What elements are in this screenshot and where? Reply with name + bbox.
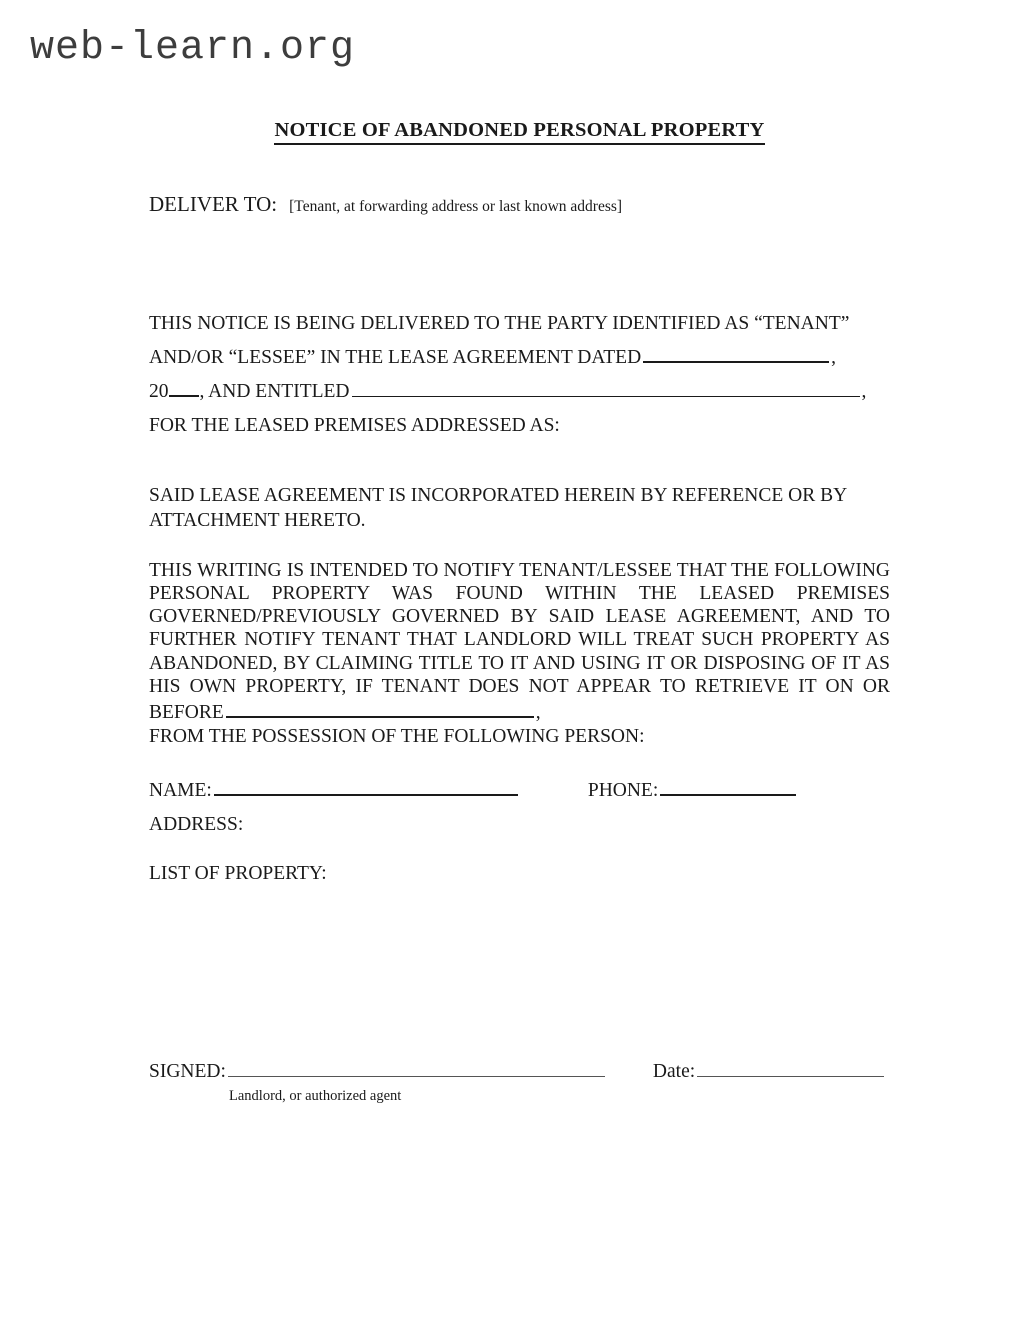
notice-line-3	[149, 375, 890, 409]
signed-label: SIGNED:	[149, 1061, 226, 1083]
contact-block	[149, 774, 890, 842]
address-label: ADDRESS:	[149, 813, 244, 835]
signature-caption: Landlord, or authorized agent	[229, 1087, 402, 1104]
notice-line-3-mid: , AND ENTITLED	[199, 380, 350, 402]
writing-paragraph-after-blank: ,	[535, 702, 541, 724]
notice-line-2-prefix: AND/OR “LESSEE” IN THE LEASE AGREEMENT DATED	[149, 346, 642, 368]
deliver-to-label: DELIVER TO:	[149, 191, 278, 216]
notice-line-1: THIS NOTICE IS BEING DELIVERED TO THE PARTY IDENTIFIED AS “TENANT”	[149, 312, 850, 334]
name-label: NAME:	[149, 779, 212, 801]
signature-blank[interactable]	[228, 1058, 605, 1077]
site-watermark: web-learn.org	[30, 26, 356, 71]
notice-line-2-suffix: ,	[831, 346, 837, 368]
page-title	[149, 0, 890, 141]
name-phone-row	[149, 774, 890, 808]
document-body	[149, 0, 890, 1103]
lease-date-blank[interactable]	[643, 343, 829, 363]
notice-line-4: FOR THE LEASED PREMISES ADDRESSED AS:	[149, 414, 560, 436]
notice-line-2	[149, 341, 890, 375]
name-field-blank[interactable]	[214, 776, 518, 796]
page-title-text: NOTICE OF ABANDONED PERSONAL PROPERTY	[274, 119, 764, 145]
writing-paragraph-body: THIS WRITING IS INTENDED TO NOTIFY TENANT/LESSEE THAT THE FOLLOWING PERSONAL PROPERTY WAS FOUND WITHIN THE LEASED PREMISES GOVERNED/PREVIOUSLY GOVERNED BY SAID LEASE AGREEMENT, AND TO FURTHER NOTIFY TENANT THAT LANDLORD WILL TREAT SUCH PROPERTY AS ABANDONED, BY CLAIMING TITLE TO IT AND USING IT OR DISPOSING OF IT AS HIS OWN PROPERTY, IF TENANT DOES NOT APPEAR TO RETRIEVE IT ON OR BEFORE	[149, 559, 890, 724]
signature-row	[149, 1058, 890, 1081]
date-label: Date:	[652, 1061, 696, 1083]
date-blank[interactable]	[697, 1058, 884, 1077]
notice-line-3-suffix: ,	[861, 380, 867, 402]
deliver-to-hint: [Tenant, at forwarding address or last known address]	[289, 197, 623, 215]
notice-block	[149, 307, 890, 443]
signature-block	[149, 1058, 890, 1103]
phone-field-blank[interactable]	[660, 776, 796, 796]
incorporation-paragraph: SAID LEASE AGREEMENT IS INCORPORATED HEREIN BY REFERENCE OR BY ATTACHMENT HERETO.	[149, 484, 847, 531]
lease-title-blank[interactable]	[352, 378, 860, 397]
lease-year-blank[interactable]	[169, 377, 199, 397]
retrieve-deadline-blank[interactable]	[226, 698, 534, 718]
list-of-property-label: LIST OF PROPERTY:	[149, 862, 327, 884]
deliver-to-row	[149, 191, 890, 216]
writing-paragraph-final-line: FROM THE POSSESSION OF THE FOLLOWING PERSON:	[149, 725, 645, 747]
phone-label: PHONE:	[587, 779, 659, 801]
writing-paragraph	[149, 559, 890, 748]
notice-line-3-prefix: 20	[149, 380, 169, 402]
